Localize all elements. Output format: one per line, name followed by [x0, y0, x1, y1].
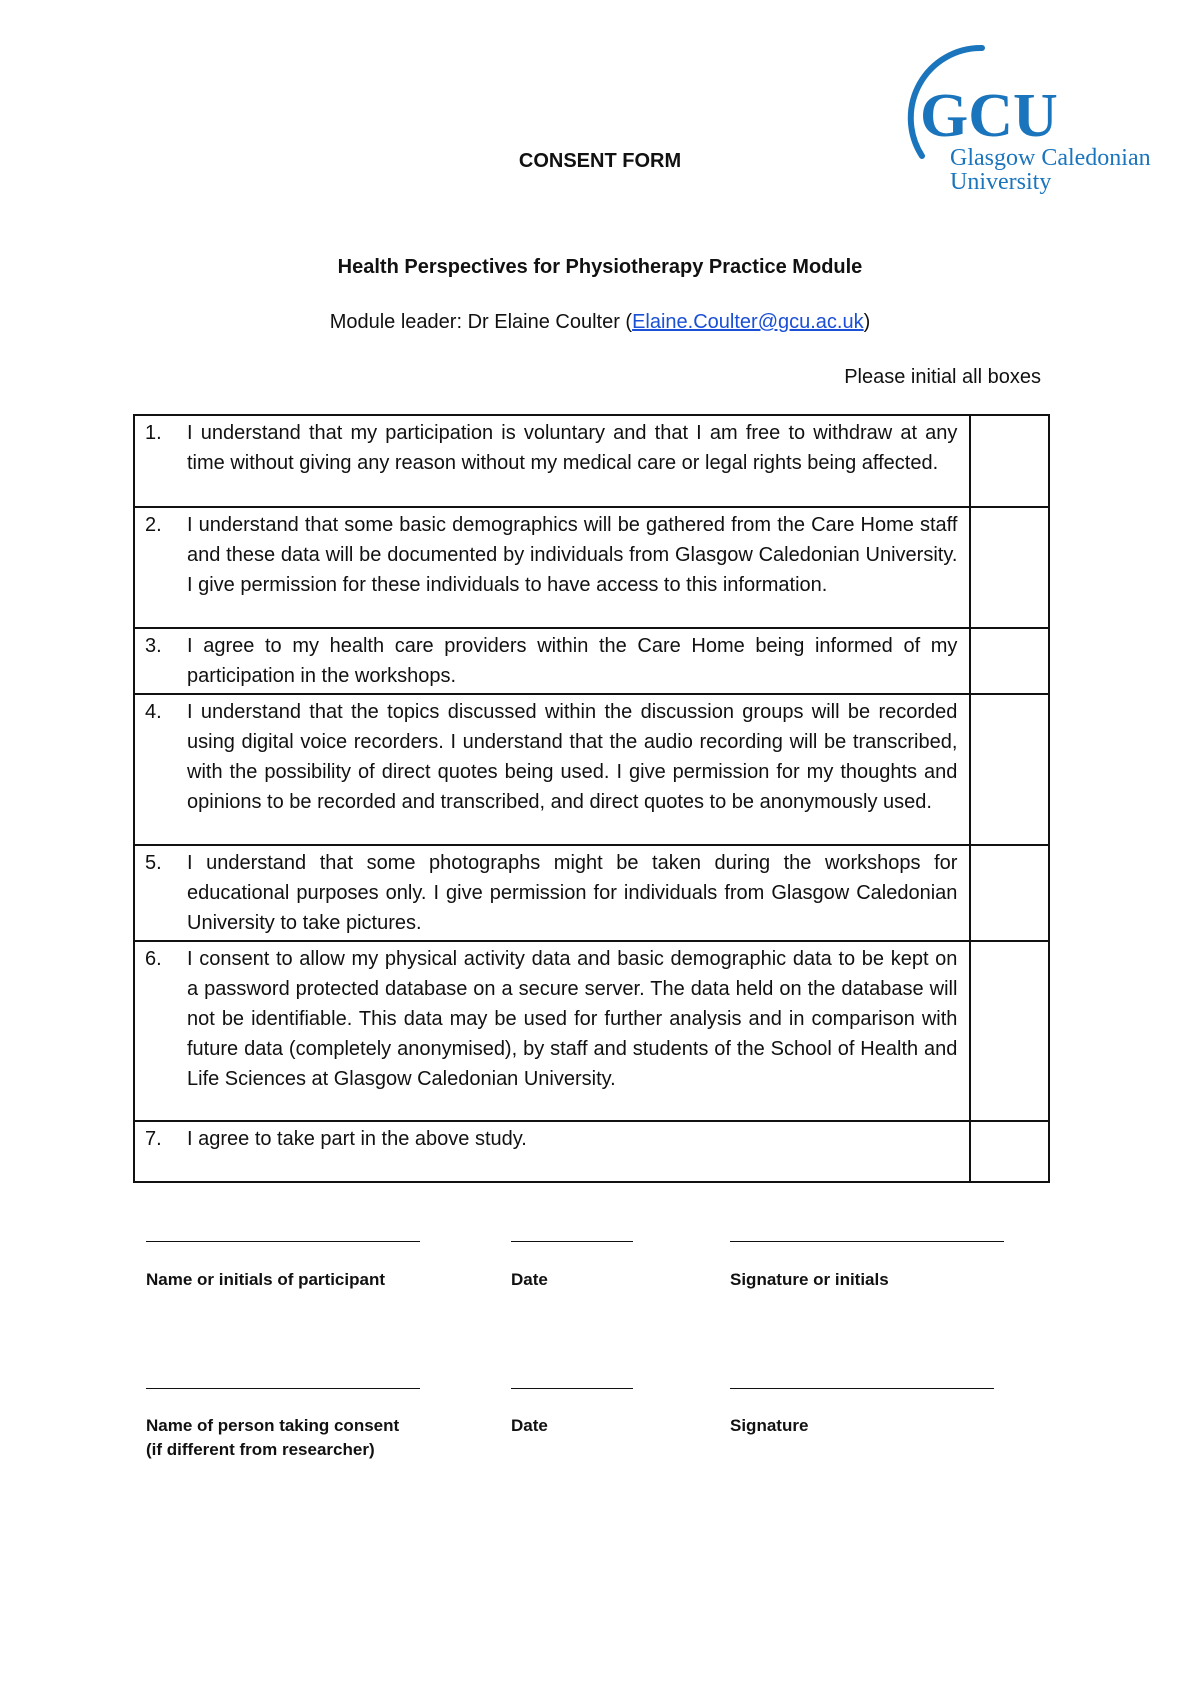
participant-date-line[interactable] [511, 1241, 633, 1242]
consent-row-7 [134, 1121, 1049, 1182]
module-title: Health Perspectives for Physiotherapy Practice Module [337, 256, 863, 278]
consent-taker-signature-line[interactable] [730, 1388, 994, 1389]
consent-table [133, 414, 1050, 1183]
consent-row-6 [134, 941, 1049, 1121]
logo-name-line1: Glasgow Caledonian [950, 145, 1151, 171]
module-leader-suffix: ) [863, 311, 871, 333]
initial-box-5[interactable] [970, 845, 1049, 941]
statement-cell [134, 845, 970, 941]
consent-taker-signature-label: Signature [730, 1416, 809, 1435]
statement-cell [134, 507, 970, 628]
logo-name-line2: University [950, 169, 1052, 194]
statement-text: I agree to my health care providers within the Care Home being informed of my participation in the workshops. [187, 635, 958, 687]
consent-row-2 [134, 507, 1049, 628]
statement-number: 4. [145, 701, 162, 723]
statement-cell [134, 941, 970, 1121]
initial-box-4[interactable] [970, 694, 1049, 845]
statement-text: I agree to take part in the above study. [187, 1128, 527, 1150]
consent-taker-name-sub: (if different from researcher) [146, 1440, 375, 1459]
statement-number: 2. [145, 514, 162, 536]
consent-taker-date-line[interactable] [511, 1388, 633, 1389]
statement-cell [134, 628, 970, 694]
initial-instructions: Please initial all boxes [844, 366, 1041, 388]
module-leader [0, 311, 1200, 334]
initial-box-7[interactable] [970, 1121, 1049, 1182]
initial-box-2[interactable] [970, 507, 1049, 628]
statement-number: 7. [145, 1128, 162, 1150]
statement-number: 1. [145, 422, 162, 444]
initial-box-6[interactable] [970, 941, 1049, 1121]
statement-text: I understand that my participation is voluntary and that I am free to withdraw at any time without giving any reason without my medical care or legal rights being affected. [187, 422, 958, 474]
statement-text: I understand that the topics discussed within the discussion groups will be recorded using digital voice recorders. I understand that the audio recording will be transcribed, with the possibility of direct quotes being used. I give permission for my thoughts and opinions to be recorded and transcribed, and direct quotes to be anonymously used. [187, 701, 958, 813]
statement-number: 3. [145, 635, 162, 657]
statement-text: I understand that some basic demographics will be gathered from the Care Home staff and these data will be documented by individuals from Glasgow Caledonian University. I give permission for these individuals to have access to this information. [187, 514, 958, 596]
module-leader-prefix: Module leader: Dr Elaine Coulter ( [329, 311, 633, 333]
statement-number: 5. [145, 852, 162, 874]
participant-name-line[interactable] [146, 1241, 420, 1242]
statement-text: I understand that some photographs might be taken during the workshops for educational purposes only. I give permission for individuals from Glasgow Caledonian University to take pictures. [187, 852, 958, 934]
logo-abbrev: GCU [920, 82, 1058, 150]
initial-box-1[interactable] [970, 415, 1049, 507]
statement-cell [134, 1121, 970, 1182]
initial-box-3[interactable] [970, 628, 1049, 694]
statement-number: 6. [145, 948, 162, 970]
form-title: CONSENT FORM [518, 150, 682, 172]
consent-row-5 [134, 845, 1049, 941]
consent-taker-name-line[interactable] [146, 1388, 420, 1389]
participant-date-label: Date [511, 1270, 548, 1289]
participant-name-label: Name or initials of participant [146, 1270, 385, 1289]
consent-row-3 [134, 628, 1049, 694]
statement-text: I consent to allow my physical activity data and basic demographic data to be kept on a password protected database on a secure server. The data held on the database will not be identifiable. This data may be used for further analysis and in comparison with future data (completely anonymised), by staff and students of the School of Health and Life Sciences at Glasgow Caledonian University. [187, 948, 958, 1090]
consent-row-4 [134, 694, 1049, 845]
consent-taker-name-label: Name of person taking consent [146, 1416, 400, 1435]
consent-taker-date-label: Date [511, 1416, 548, 1435]
module-leader-email-link[interactable]: Elaine.Coulter@gcu.ac.uk [632, 311, 864, 333]
consent-row-1 [134, 415, 1049, 507]
statement-cell [134, 415, 970, 507]
participant-signature-line[interactable] [730, 1241, 1004, 1242]
statement-cell [134, 694, 970, 845]
participant-signature-label: Signature or initials [730, 1270, 889, 1289]
